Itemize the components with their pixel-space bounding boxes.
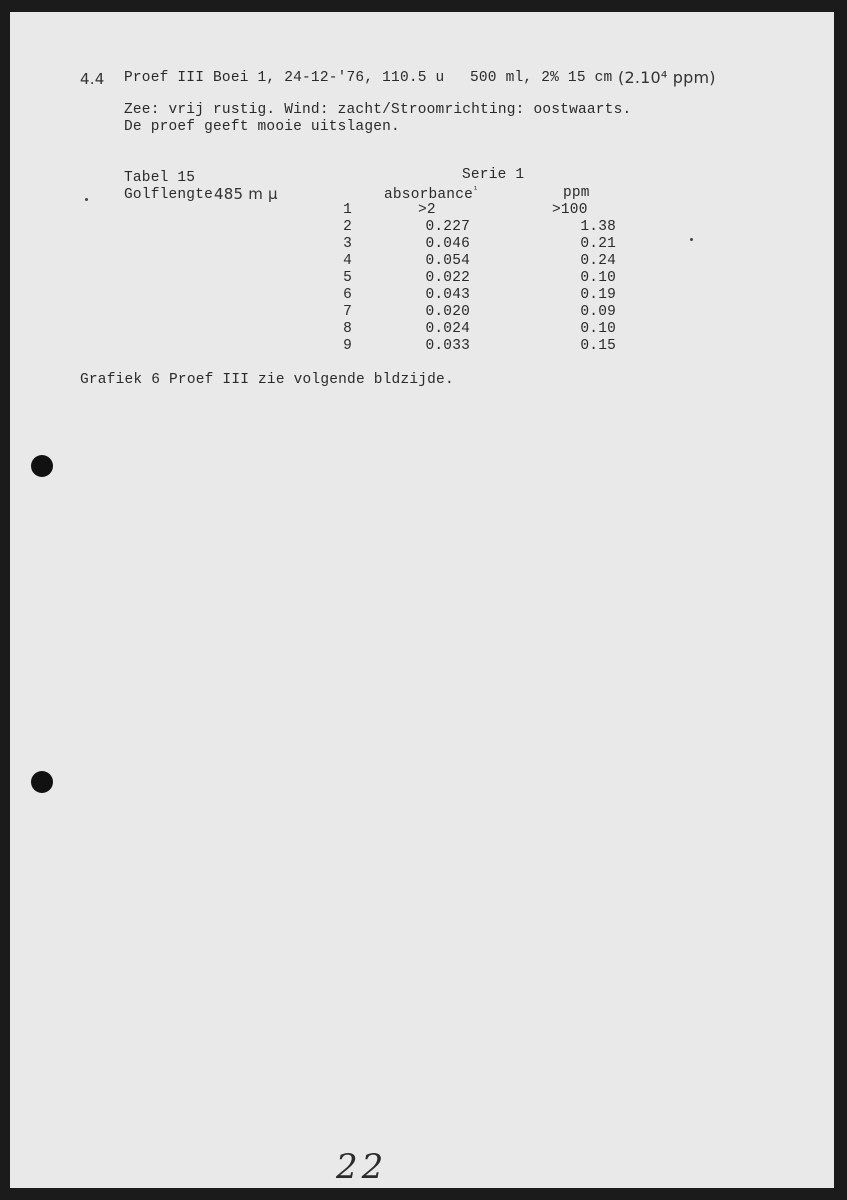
- absorbance-value: 0.227: [425, 219, 470, 235]
- absorbance-value: 0.020: [425, 304, 470, 320]
- absorbance-value: 0.022: [425, 270, 470, 286]
- absorbance-value: >2: [418, 202, 436, 218]
- wavelength-value: 485 m μ: [214, 185, 278, 203]
- ppm-value: 1.38: [580, 219, 616, 235]
- row-number: 5: [343, 270, 352, 286]
- absorbance-value: 0.043: [425, 287, 470, 303]
- row-number: 1: [343, 202, 352, 218]
- description-line-2: De proef geeft mooie uitslagen.: [124, 119, 400, 135]
- ppm-value: 0.24: [580, 253, 616, 269]
- stray-mark: [690, 238, 693, 241]
- experiment-volume: 500 ml, 2% 15 cm: [470, 70, 613, 86]
- absorbance-value: 0.024: [425, 321, 470, 337]
- experiment-title: Proef III Boei 1, 24-12-'76, 110.5 u: [124, 70, 445, 86]
- absorbance-value: 0.054: [425, 253, 470, 269]
- punch-hole-top: [31, 455, 53, 477]
- series-title: Serie 1: [462, 167, 525, 183]
- ppm-value: 0.09: [580, 304, 616, 320]
- row-number: 2: [343, 219, 352, 235]
- absorbance-label: absorbance: [384, 186, 474, 203]
- ppm-value: 0.19: [580, 287, 616, 303]
- description-line-1: Zee: vrij rustig. Wind: zacht/Stroomrichting: oostwaarts.: [124, 102, 632, 118]
- ppm-value: >100: [552, 202, 588, 218]
- wavelength-label: Golflengte: [124, 187, 214, 203]
- section-number: 4.4: [80, 70, 105, 88]
- document-page: [10, 12, 834, 1188]
- column-header-ppm: ppm: [563, 185, 590, 201]
- row-number: 6: [343, 287, 352, 303]
- ppm-value: 0.15: [580, 338, 616, 354]
- page-number: 22: [336, 1147, 388, 1187]
- handwritten-note: (2.10⁴ ppm): [618, 68, 716, 87]
- row-number: 3: [343, 236, 352, 252]
- row-number: 4: [343, 253, 352, 269]
- table-label: Tabel 15: [124, 170, 196, 186]
- row-number: 8: [343, 321, 352, 337]
- row-number: 9: [343, 338, 352, 354]
- column-header-absorbance: [384, 185, 479, 203]
- stray-mark: [85, 198, 88, 201]
- absorbance-value: 0.046: [425, 236, 470, 252]
- ppm-value: 0.21: [580, 236, 616, 252]
- ppm-value: 0.10: [580, 321, 616, 337]
- footnote-mark: ¹: [473, 185, 479, 195]
- row-number: 7: [343, 304, 352, 320]
- absorbance-value: 0.033: [425, 338, 470, 354]
- graph-reference: Grafiek 6 Proef III zie volgende bldzijde.: [80, 372, 454, 388]
- ppm-value: 0.10: [580, 270, 616, 286]
- punch-hole-bottom: [31, 771, 53, 793]
